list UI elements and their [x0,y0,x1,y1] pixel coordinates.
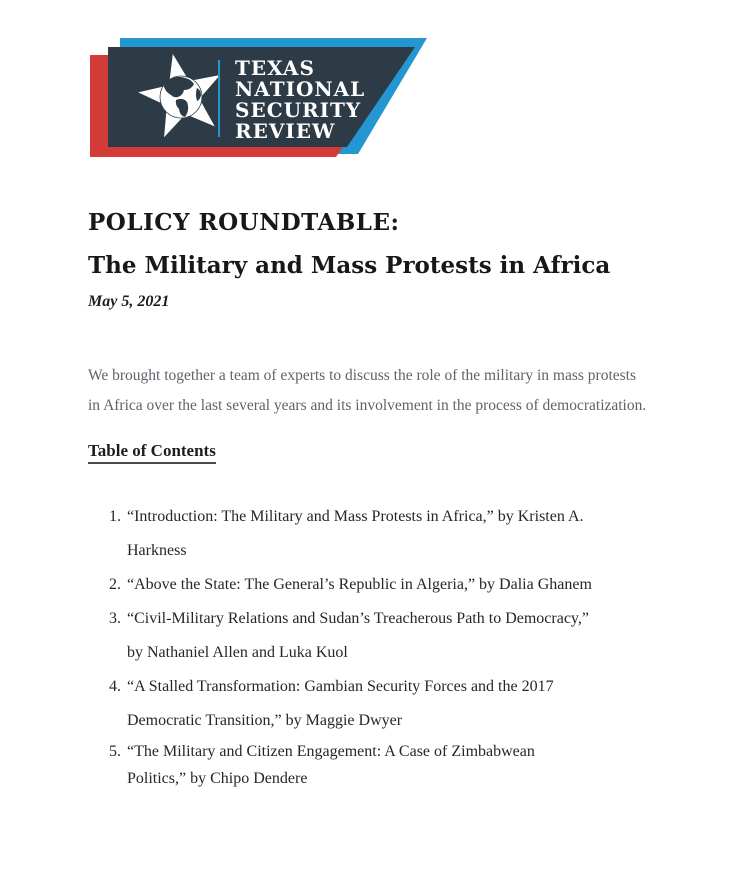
toc-item-line: 5. “The Military and Citizen Engagement: A Case of Zimbabwean [127,743,535,760]
logo-wordmark-line-1: TEXAS [235,56,315,80]
toc-item-line: Politics,” by Chipo Dendere [127,770,308,787]
intro-line-2: in Africa over the last several years and its involvement in the process of democratization. [88,397,647,414]
toc-item [125,602,670,670]
toc-item [125,670,670,738]
toc-item-line: 1. “Introduction: The Military and Mass Protests in Africa,” by Kristen A. [127,508,584,525]
toc-item [125,568,670,602]
article-content [0,209,750,792]
logo-wordmark-line-3: SECURITY [235,98,362,122]
toc-item-line: Harkness [127,542,187,559]
toc-item-line: 3. “Civil-Military Relations and Sudan’s Treacherous Path to Democracy,” [127,610,589,627]
toc-list [88,500,670,792]
intro-line-1: We brought together a team of experts to discuss the role of the military in mass protests [88,367,637,384]
page-title: The Military and Mass Protests in Africa [88,252,611,279]
toc-item-line: 4. “A Stalled Transformation: Gambian Security Forces and the 2017 [127,678,554,695]
toc-item-line: 2. “Above the State: The General’s Republic in Algeria,” by Dalia Ghanem [127,576,592,593]
toc-item-line: Democratic Transition,” by Maggie Dwyer [127,712,403,729]
page-kicker: POLICY ROUNDTABLE: [88,209,400,236]
toc-item [125,738,670,792]
logo-banner [0,0,750,175]
toc-heading [88,441,670,464]
toc-item-line: by Nathaniel Allen and Luka Kuol [127,644,348,661]
tnsr-logo [75,30,455,175]
toc-heading-text: Table of Contents [88,441,216,464]
logo-divider [218,60,220,137]
toc-item [125,500,670,568]
logo-wordmark-line-2: NATIONAL [235,77,366,101]
page-date: May 5, 2021 [88,293,170,310]
intro-paragraph [88,361,670,421]
logo-wordmark-line-4: REVIEW [235,119,336,143]
